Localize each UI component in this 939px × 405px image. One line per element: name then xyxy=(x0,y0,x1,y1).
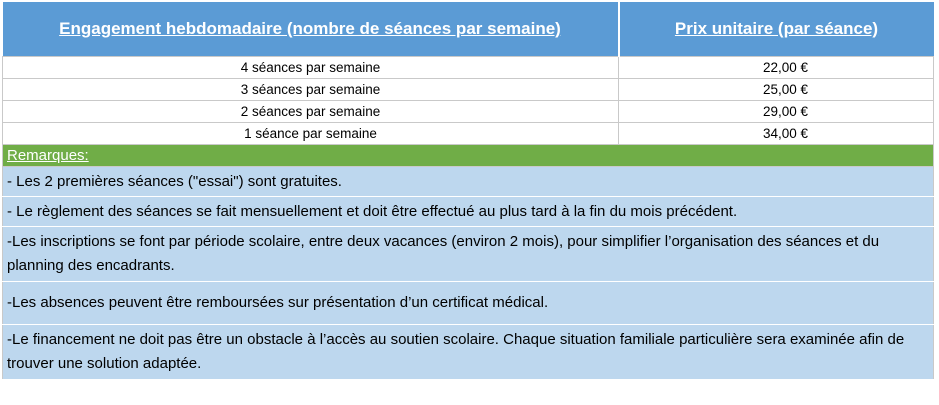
remark-text: - Les 2 premières séances ("essai") sont gratuites. xyxy=(3,167,934,197)
pricing-sheet xyxy=(2,2,933,380)
price-cell: 34,00 € xyxy=(619,123,934,145)
remark-text: - Le règlement des séances se fait mensuellement et doit être effectué au plus tard à la fin du mois précédent. xyxy=(3,197,934,227)
remark-text: -Le financement ne doit pas être un obstacle à l’accès au soutien scolaire. Chaque situation familiale particulière sera examinée afin de trouver une solution adaptée. xyxy=(3,325,934,380)
commitment-cell: 3 séances par semaine xyxy=(3,79,619,101)
header-commitment: Engagement hebdomadaire (nombre de séances par semaine) xyxy=(3,2,619,57)
remark-row xyxy=(3,227,934,282)
remark-row xyxy=(3,282,934,325)
commitment-cell: 1 séance par semaine xyxy=(3,123,619,145)
remark-row xyxy=(3,197,934,227)
price-cell: 25,00 € xyxy=(619,79,934,101)
table-row xyxy=(3,79,934,101)
header-unit-price: Prix unitaire (par séance) xyxy=(619,2,934,57)
remark-text: -Les absences peuvent être remboursées sur présentation d’un certificat médical. xyxy=(3,282,934,325)
table-header-row xyxy=(3,2,934,57)
commitment-cell: 2 séances par semaine xyxy=(3,101,619,123)
price-cell: 29,00 € xyxy=(619,101,934,123)
pricing-table xyxy=(2,2,934,380)
remark-row xyxy=(3,325,934,380)
commitment-cell: 4 séances par semaine xyxy=(3,57,619,79)
table-row xyxy=(3,57,934,79)
table-row xyxy=(3,123,934,145)
price-cell: 22,00 € xyxy=(619,57,934,79)
remarks-title-row xyxy=(3,145,934,167)
remarks-title: Remarques: xyxy=(3,145,934,167)
remark-text: -Les inscriptions se font par période scolaire, entre deux vacances (environ 2 mois), pour simplifier l’organisation des séances et du planning des encadrants. xyxy=(3,227,934,282)
table-row xyxy=(3,101,934,123)
remark-row xyxy=(3,167,934,197)
